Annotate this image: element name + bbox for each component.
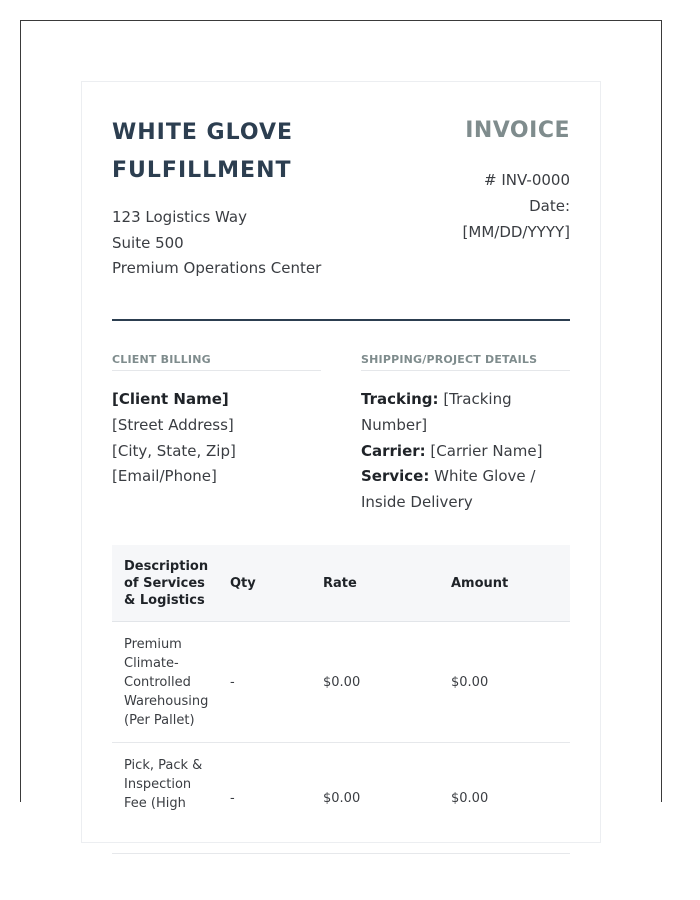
client-name: [Client Name] <box>112 390 229 408</box>
shipping-heading: SHIPPING/PROJECT DETAILS <box>361 353 570 371</box>
tracking-label: Tracking: <box>361 390 439 408</box>
header-description: Description of Services & Logistics <box>124 558 209 608</box>
row-amount: $0.00 <box>451 674 489 690</box>
row-rate: $0.00 <box>323 790 361 806</box>
service-label: Service: <box>361 467 430 486</box>
tracking-value: [Tracking Number] <box>361 390 512 434</box>
address-line-2: Suite 500 <box>112 233 184 252</box>
invoice-date-value: [MM/DD/YYYY] <box>462 223 570 241</box>
client-billing-heading: CLIENT BILLING <box>112 353 321 371</box>
company-name: WHITE GLOVE FULFILLMENT <box>112 120 294 183</box>
carrier-line <box>361 439 576 465</box>
service-line <box>361 464 576 516</box>
row-amount: $0.00 <box>451 790 489 806</box>
header-divider <box>112 319 570 321</box>
client-street: [Street Address] <box>112 415 234 434</box>
invoice-meta <box>463 167 570 245</box>
carrier-label: Carrier: <box>361 441 426 460</box>
row-description: Pick, Pack & Inspection Fee (High <box>124 758 203 811</box>
invoice-number: # INV-0000 <box>484 171 570 189</box>
row-qty: - <box>230 790 235 806</box>
address-line-1: 123 Logistics Way <box>112 208 247 226</box>
invoice-card <box>81 81 601 843</box>
client-contact: [Email/Phone] <box>112 467 217 486</box>
row-rate: $0.00 <box>323 674 361 690</box>
client-billing-block <box>112 387 321 490</box>
header-qty: Qty <box>230 575 256 591</box>
row-description: Premium Climate-Controlled Warehousing (Per Pallet) <box>124 636 209 728</box>
shipping-block <box>361 387 576 516</box>
services-table <box>112 545 570 854</box>
invoice-title: INVOICE <box>465 118 570 143</box>
service-value: White Glove / Inside Delivery <box>361 467 536 512</box>
carrier-value: [Carrier Name] <box>430 441 543 460</box>
header-amount: Amount <box>451 575 509 591</box>
company-address <box>112 205 321 282</box>
table-header <box>112 545 570 622</box>
table-row <box>112 622 570 743</box>
row-qty: - <box>230 674 235 690</box>
invoice-date-label: Date: <box>529 197 570 215</box>
header-rate: Rate <box>323 575 357 591</box>
client-city: [City, State, Zip] <box>112 441 236 460</box>
document-viewport <box>20 20 662 811</box>
tracking-line <box>361 387 576 439</box>
address-line-3: Premium Operations Center <box>112 259 322 277</box>
table-row <box>112 743 570 854</box>
